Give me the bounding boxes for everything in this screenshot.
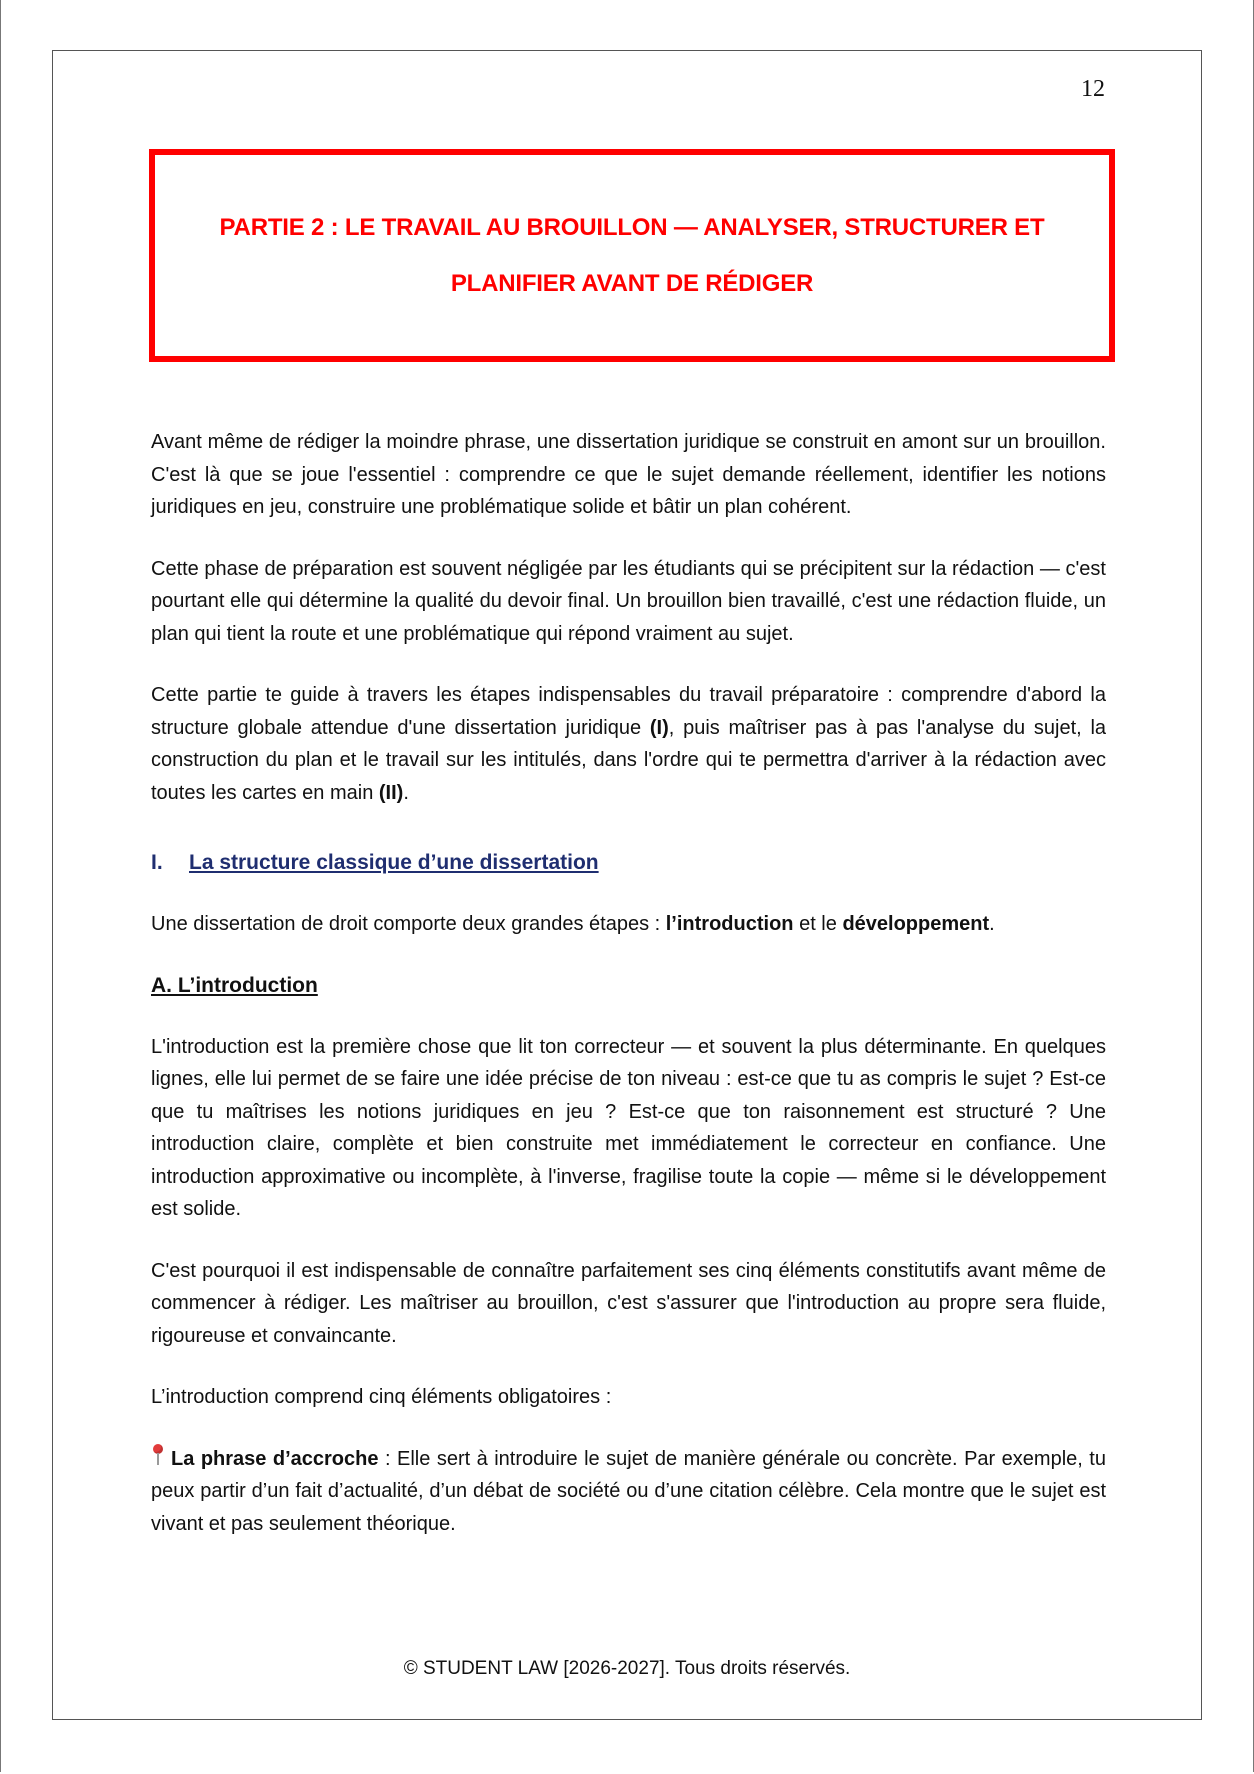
intro-paragraph-2: Cette phase de préparation est souvent négligée par les étudiants qui se précipitent sur la rédaction — c'est pourtant elle qui détermine la qualité du devoir final. Un brouillon bien travaillé, c'est une rédaction fluide, un plan qui tient la route et une problématique qui répond vraiment au sujet. bbox=[151, 557, 1106, 645]
pushpin-icon bbox=[151, 1444, 165, 1466]
lead-text-c: et le bbox=[793, 913, 843, 935]
lead-term-developpement: développement bbox=[842, 913, 990, 935]
intro-p3-text-a: Cette partie te guide à travers les étapes indispensables du travail préparatoire : comprendre d'abord la structure globale attendue d'une dissertation juridique bbox=[151, 684, 1106, 739]
main-content bbox=[151, 426, 1106, 1540]
intro-paragraph-1: Avant même de rédiger la moindre phrase, une dissertation juridique se construit en amont sur un brouillon. C'est là que se joue l'essentiel : comprendre ce que le sujet demande réellement, identifier les notions juridiques en jeu, construire une problématique solide et bâtir un plan cohérent. bbox=[151, 431, 1106, 518]
lead-term-introduction: l’introduction bbox=[665, 913, 794, 935]
item-label: La phrase d’accroche bbox=[171, 1447, 379, 1470]
copyright-footer: © STUDENT LAW [2026-2027]. Tous droits réservés. bbox=[403, 1658, 851, 1679]
section-lead-paragraph bbox=[151, 908, 1106, 941]
ref-part-i: (I) bbox=[649, 716, 669, 739]
list-item-phrase-accroche bbox=[151, 1443, 1106, 1541]
intro-paragraph-3 bbox=[151, 679, 1106, 809]
page-number: 12 bbox=[1081, 76, 1105, 102]
section-title: La structure classique d’une dissertation bbox=[189, 851, 599, 874]
intro-p3-text-e: . bbox=[403, 781, 409, 804]
part-title-box bbox=[149, 149, 1115, 362]
lead-text-e: . bbox=[989, 913, 995, 935]
subsection-heading-a: A. L’introduction bbox=[151, 973, 318, 997]
introduction-elements-lead: L’introduction comprend cinq éléments obligatoires : bbox=[151, 1386, 612, 1408]
section-number: I. bbox=[151, 851, 163, 874]
ref-part-ii: (II) bbox=[378, 781, 404, 804]
part-title-line-2: PLANIFIER AVANT DE RÉDIGER bbox=[450, 269, 814, 297]
lead-text-a: Une dissertation de droit comporte deux grandes étapes : bbox=[151, 913, 666, 935]
introduction-paragraph-2: C'est pourquoi il est indispensable de connaître parfaitement ses cinq éléments constitutifs avant même de commencer à rédiger. Les maîtriser au brouillon, c'est s'assurer que l'introduction au propre sera fluide, rigoureuse et convaincante. bbox=[151, 1259, 1106, 1347]
item-text: : Elle sert à introduire le sujet de manière générale ou concrète. Par exemple, tu peux partir d’un fait d’actualité, d’un débat de société ou d’une citation célèbre. Cela montre que le sujet est vivant et pas seulement théorique. bbox=[151, 1447, 1106, 1535]
part-title-line-1: PARTIE 2 : LE TRAVAIL AU BROUILLON — ANALYSER, STRUCTURER ET bbox=[219, 213, 1045, 241]
introduction-paragraph-1: L'introduction est la première chose que lit ton correcteur — et souvent la plus déterminante. En quelques lignes, elle lui permet de se faire une idée précise de ton niveau : est-ce que tu as compris le sujet ? Est-ce que tu maîtrises les notions juridiques en jeu ? Est-ce que ton raisonnement est structuré ? Une introduction claire, complète et bien construite met immédiatement le correcteur en confiance. Une introduction approximative ou incomplète, à l'inverse, fragilise toute la copie — même si le développement est solide. bbox=[151, 1035, 1106, 1220]
part-title bbox=[202, 200, 1062, 312]
intro-p3-text-c: , puis maîtriser pas à pas l'analyse du sujet, la construction du plan et le travail sur les intitulés, dans l'ordre qui te permettra d'arriver à la rédaction avec toutes les cartes en main bbox=[151, 716, 1107, 804]
section-heading-i bbox=[151, 847, 1106, 879]
